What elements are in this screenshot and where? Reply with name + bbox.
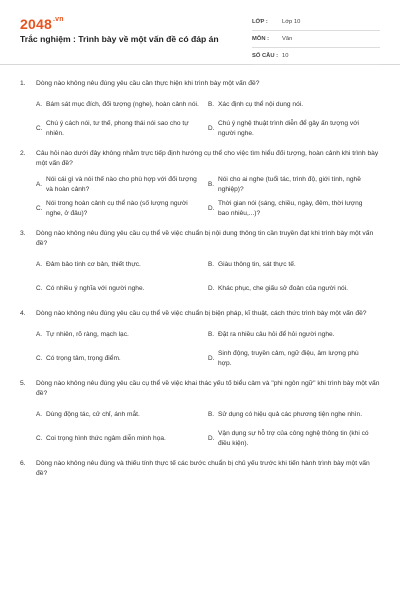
option-text: Chú ý nghệ thuật trình diễn để gây ấn tượng với người nghe. <box>218 120 359 137</box>
option-text: Giàu thông tin, sát thực tế. <box>218 261 296 268</box>
answer-option[interactable] <box>208 277 380 301</box>
option-text: Có trọng tâm, trọng điểm. <box>46 355 121 362</box>
question-body: Dòng nào không nêu đúng yêu cầu cụ thể về việc chuẩn bị biện pháp, kĩ thuật, cách thức trình bày một vấn đề? <box>36 310 367 317</box>
answer-options <box>20 173 380 221</box>
answer-option[interactable] <box>208 347 380 371</box>
option-letter: B. <box>208 411 215 418</box>
option-row <box>36 347 380 371</box>
option-text: Sinh động, truyền cảm, ngữ điệu, âm lượng phù hợp. <box>218 350 359 367</box>
meta-value: 10 <box>282 53 289 59</box>
question-text <box>20 379 380 399</box>
option-text: Nói trong hoàn cảnh cụ thể nào (số lượng người nghe, ở đâu)? <box>46 200 188 217</box>
option-letter: A. <box>36 331 43 338</box>
question-number: 1. <box>20 80 26 87</box>
answer-option[interactable] <box>208 173 380 197</box>
meta-row-count <box>252 48 380 65</box>
question-body: Dòng nào không nêu đúng yêu cầu cụ thể về việc khai thác yếu tố biểu cảm và "phi ngôn ngữ" khi trình bày một vấn đề? <box>36 380 380 397</box>
option-row <box>36 403 380 427</box>
meta-table <box>252 14 380 65</box>
question-number: 2. <box>20 150 26 157</box>
option-letter: C. <box>36 285 43 292</box>
option-letter: B. <box>208 331 215 338</box>
option-text: Tự nhiên, rõ ràng, mạch lạc. <box>46 331 129 338</box>
option-text: Chú ý cách nói, tư thế, phong thái nói sao cho tự nhiên. <box>46 120 189 137</box>
option-letter: A. <box>36 181 43 188</box>
answer-option[interactable] <box>208 403 380 427</box>
answer-option[interactable] <box>36 277 208 301</box>
option-text: Nói cho ai nghe (tuổi tác, trình độ, giới tính, nghề nghiệp)? <box>218 176 361 193</box>
answer-option[interactable] <box>36 117 208 141</box>
answer-option[interactable] <box>36 253 208 277</box>
option-letter: D. <box>208 285 215 292</box>
answer-option[interactable] <box>36 173 208 197</box>
question-item <box>20 149 380 221</box>
option-row <box>36 117 380 141</box>
option-row <box>36 323 380 347</box>
answer-option[interactable] <box>36 323 208 347</box>
option-text: Nói cái gì và nói thế nào cho phù hợp với đối tượng và hoàn cảnh? <box>46 176 197 193</box>
question-item <box>20 229 380 301</box>
option-letter: A. <box>36 101 43 108</box>
option-text: Sử dụng có hiệu quả các phương tiện nghe nhìn. <box>218 411 363 418</box>
question-text <box>20 309 380 319</box>
question-body: Dòng nào không nêu đúng yêu cầu cụ thể về việc chuẩn bị nội dung thông tin cần truyền đạt khi trình bày một vấn đề? <box>36 230 374 247</box>
question-number: 4. <box>20 310 26 317</box>
option-row <box>36 427 380 451</box>
answer-option[interactable] <box>208 93 380 117</box>
option-letter: B. <box>208 101 215 108</box>
option-text: Thời gian nói (sáng, chiều, ngày, đêm, thời lượng bao nhiêu,...)? <box>218 200 363 217</box>
question-number: 6. <box>20 460 26 467</box>
option-row <box>36 197 380 221</box>
document-header <box>0 0 400 65</box>
answer-option[interactable] <box>36 347 208 371</box>
question-item <box>20 309 380 371</box>
option-text: Xác định cụ thể nội dung nói. <box>218 101 304 108</box>
option-letter: D. <box>208 205 215 212</box>
question-text <box>20 459 380 479</box>
page-title: Trắc nghiệm : Trình bày về một vấn đề có đáp án <box>20 34 219 44</box>
option-row <box>36 277 380 301</box>
option-letter: D. <box>208 435 215 442</box>
option-letter: D. <box>208 125 215 132</box>
answer-option[interactable] <box>36 427 208 451</box>
question-body: Câu hỏi nào dưới đây không nhằm trực tiếp định hướng cụ thể cho việc tìm hiểu đối tượng, hoàn cảnh khi trình bày một vấn đề? <box>36 150 379 167</box>
option-letter: C. <box>36 205 43 212</box>
question-item <box>20 459 380 479</box>
question-item <box>20 79 380 141</box>
logo-suffix: .vn <box>52 16 64 23</box>
answer-options <box>20 403 380 451</box>
option-letter: A. <box>36 261 43 268</box>
option-letter: B. <box>208 261 215 268</box>
logo-text: 2048 <box>20 16 52 32</box>
answer-option[interactable] <box>208 323 380 347</box>
option-text: Có nhiều ý nghĩa với người nghe. <box>46 285 145 292</box>
option-letter: C. <box>36 355 43 362</box>
question-body: Dòng nào không nêu đúng yêu cầu cần thực hiện khi trình bày một vấn đề? <box>36 80 260 87</box>
option-text: Khác phục, che giấu sở đoản của người nói. <box>218 285 349 292</box>
option-row <box>36 253 380 277</box>
option-text: Dùng động tác, cử chỉ, ánh mắt. <box>46 411 140 418</box>
answer-options <box>20 93 380 141</box>
question-text <box>20 229 380 249</box>
option-text: Đảm bảo tính cơ bản, thiết thực. <box>46 261 141 268</box>
option-text: Coi trọng hình thức ngâm diễn minh họa. <box>46 435 166 442</box>
meta-row-grade <box>252 14 380 31</box>
question-item <box>20 379 380 451</box>
option-text: Vận dụng sự hỗ trợ của công nghệ thông tin (khi có điều kiện). <box>218 430 369 447</box>
meta-value: Lớp 10 <box>282 19 301 25</box>
question-number: 3. <box>20 230 26 237</box>
meta-label: SỐ CÂU : <box>252 53 279 59</box>
answer-option[interactable] <box>36 403 208 427</box>
meta-row-subject <box>252 31 380 48</box>
option-text: Đặt ra nhiều câu hỏi để hỏi người nghe. <box>218 331 335 338</box>
question-text <box>20 149 380 169</box>
question-number: 5. <box>20 380 26 387</box>
meta-label: MÔN : <box>252 36 270 42</box>
option-letter: D. <box>208 355 215 362</box>
option-text: Bám sát mục đích, đối tượng (nghe), hoàn cảnh nói. <box>46 101 199 108</box>
answer-option[interactable] <box>208 117 380 141</box>
option-letter: C. <box>36 125 43 132</box>
answer-option[interactable] <box>208 197 380 221</box>
question-text <box>20 79 380 89</box>
answer-option[interactable] <box>208 253 380 277</box>
answer-options <box>20 323 380 371</box>
question-list <box>0 65 400 479</box>
site-logo[interactable] <box>20 16 64 32</box>
question-body: Dòng nào không nêu đúng và thiếu tính thực tế các bước chuẩn bị chủ yếu trước khi tiến hành trình bày một vấn đề? <box>36 460 370 477</box>
answer-options <box>20 253 380 301</box>
option-letter: C. <box>36 435 43 442</box>
answer-option[interactable] <box>208 427 380 451</box>
option-letter: B. <box>208 181 215 188</box>
answer-option[interactable] <box>36 197 208 221</box>
option-letter: A. <box>36 411 43 418</box>
meta-value: Văn <box>282 36 293 42</box>
option-row <box>36 93 380 117</box>
option-row <box>36 173 380 197</box>
meta-label: LỚP : <box>252 19 268 25</box>
answer-option[interactable] <box>36 93 208 117</box>
